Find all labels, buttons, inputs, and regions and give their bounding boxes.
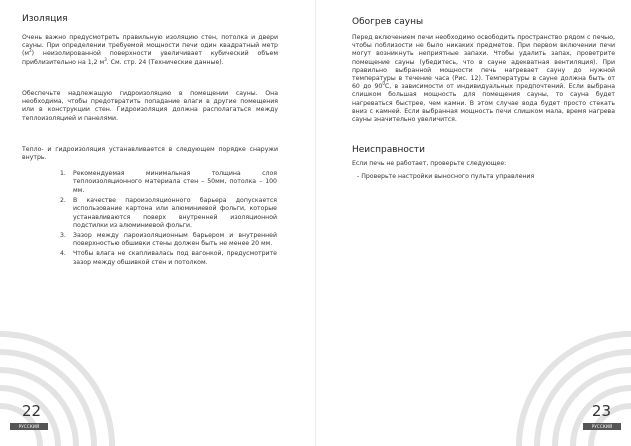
sauna-heating-paragraph: Перед включением печи необходимо освободить пространство рядом с печью, чтобы поблизости не было никаких предметов. При первом включении печи могут возникнуть неприятные запахи. Чтобы удалить запах, проветрите помещение сауны (убедитесь, что в сауне адекватная вентиляция). При правильно выбранной мощности печь нагревает сауну до нужной температуры в течение часа (Рис. 12). Температуры в сауне должна быть от 60 до $90^0С$, в зависимости от индивидуальных предпочтений. Если выбрана слишком большая мощность для помещения сауны, то сауна будет нагреваться быстрее, чем камни. В этом случае вода будет просто стекать вниз с камней. Если выбранная мощность печи слишком мала, время нагрева сауны значительно увеличится.: [352, 34, 615, 124]
insulation-heading: Изоляция: [22, 14, 68, 24]
insulation-paragraph-1: Очень важно предусмотреть правильную изоляцию стен, потолка и двери сауны. При определении требуемой мощности печи один квадратный метр $(м^2)$ неизолированной поверхности увеличивает кубический объем приблизительно на 1,2 $м^3$. См. стр. 24 (Технические данные).: [22, 34, 278, 66]
troubleshooting-intro: Если печь не работает, проверьте следующее:: [352, 160, 507, 167]
insulation-paragraph-3: Тепло- и гидроизоляция устанавливается в следующем порядке снаружи внутрь.: [22, 146, 278, 162]
page-number: 23: [591, 402, 611, 420]
sauna-heating-heading: Обогрев сауны: [352, 17, 424, 27]
page-number: 22: [22, 402, 42, 420]
list-item: 1. Рекомендуемая минимальная толщина слоя теплоизоляционного материала стен – 50мм, потолка – 100 мм.: [60, 170, 277, 194]
troubleshooting-heading: Неисправности: [352, 145, 425, 155]
left-page: [0, 0, 315, 446]
list-item: 3. Зазор между пароизоляционным барьером и внутренней поверхностью обшивки стены должен быть не менее 20 мм.: [60, 231, 277, 248]
troubleshooting-bullet: - Проверьте настройки выносного пульта управления: [357, 173, 535, 180]
list-item: 4. Чтобы влага не скапливалась под вагонкой, предусмотрите зазор между обшивкой стен и потолком.: [60, 250, 277, 266]
insulation-paragraph-2: Обеспечьте надлежащую гидроизоляцию в помещении сауны. Она необходима, чтобы предотвратить попадание влаги в другие помещения или в конструкции стен. Гидроизоляция должна располагаться между теплоизоляцией и панелями.: [22, 90, 278, 122]
insulation-steps-list: [60, 170, 277, 268]
list-item: 2. В качестве пароизоляционного барьера допускается использование картона или алюминиевой фольги, которые устанавливаются поверх внутренней изоляционной подстилки из алюминиевой фольги.: [60, 196, 277, 229]
language-label: РУССКИЙ: [583, 423, 621, 430]
right-page: [316, 0, 631, 446]
language-label: РУССКИЙ: [10, 423, 48, 430]
